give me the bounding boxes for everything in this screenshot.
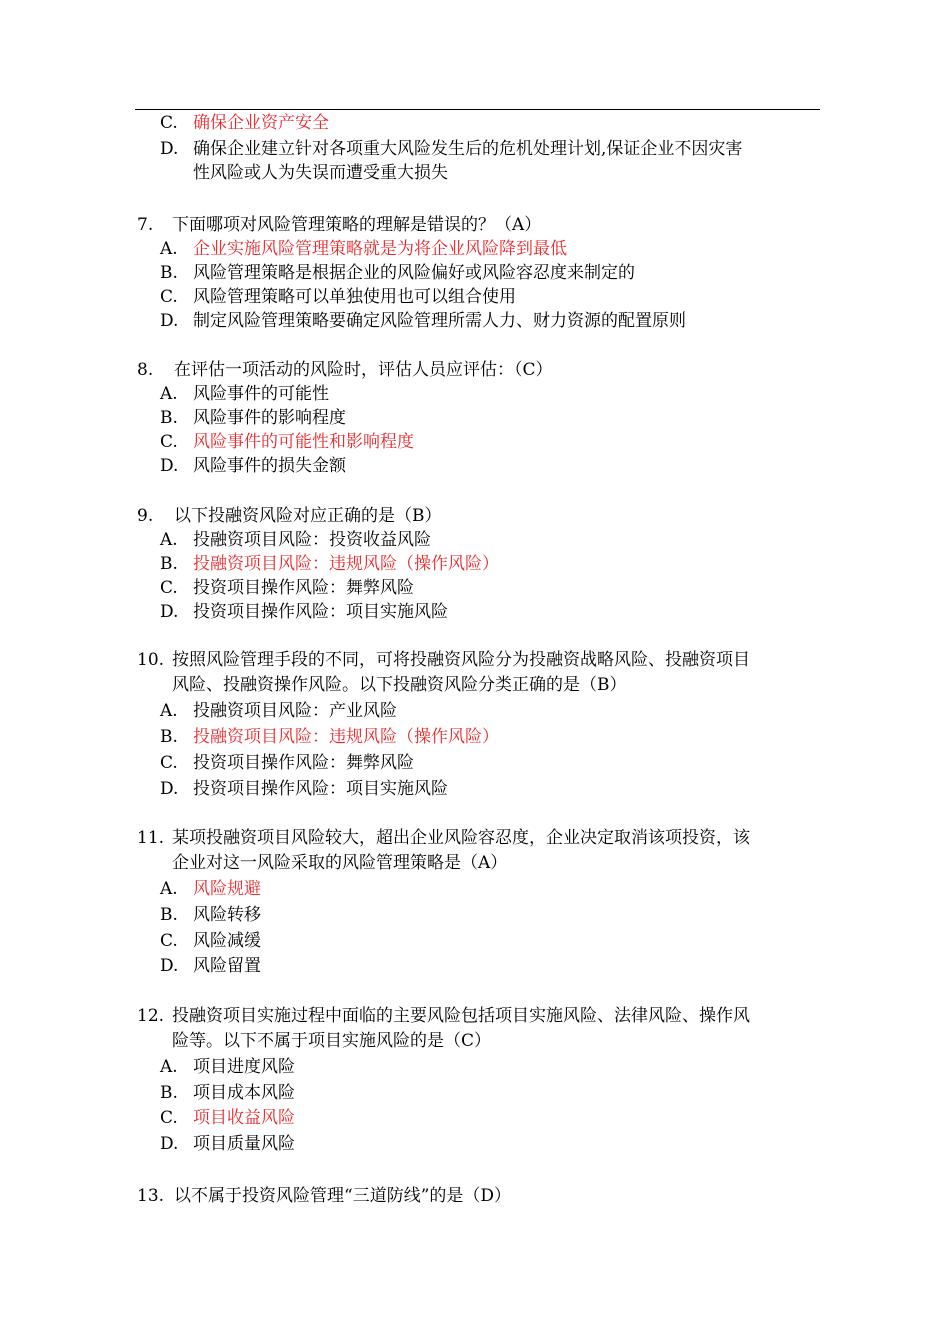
option-text: 投资项目操作风险：项目实施风险 xyxy=(193,602,448,622)
option-text: 风险转移 xyxy=(193,905,261,925)
option-text: 确保企业建立针对各项重大风险发生后的危机处理计划,保证企业不因灾害 xyxy=(193,139,743,159)
option-letter: D. xyxy=(160,139,179,159)
question-stem: 风险、投融资操作风险。以下投融资风险分类正确的是（B） xyxy=(172,675,627,695)
option-text: 风险留置 xyxy=(193,956,261,976)
option-text: 性风险或人为失误而遭受重大损失 xyxy=(193,163,448,183)
option-text-correct: 风险事件的可能性和影响程度 xyxy=(193,432,414,452)
question-number: 10. xyxy=(137,650,165,670)
option-letter: C. xyxy=(160,1108,178,1128)
question-number: 11. xyxy=(137,828,165,848)
option-text: 风险减缓 xyxy=(193,931,261,951)
option-text: 风险管理策略可以单独使用也可以组合使用 xyxy=(193,287,516,307)
question-stem: 险等。以下不属于项目实施风险的是（C） xyxy=(172,1031,492,1051)
option-text: 风险管理策略是根据企业的风险偏好或风险容忍度来制定的 xyxy=(193,263,635,283)
option-letter: A. xyxy=(160,1057,178,1077)
option-text: 风险事件的影响程度 xyxy=(193,408,346,428)
question-stem: 在评估一项活动的风险时，评估人员应评估：（C） xyxy=(174,360,553,380)
question-stem: 投融资项目实施过程中面临的主要风险包括项目实施风险、法律风险、操作风 xyxy=(172,1006,750,1026)
option-letter: A. xyxy=(160,879,178,899)
option-letter: C. xyxy=(160,287,178,307)
option-letter: A. xyxy=(160,384,178,404)
option-letter: C. xyxy=(160,753,178,773)
option-text: 项目成本风险 xyxy=(193,1083,295,1103)
question-stem: 以下投融资风险对应正确的是（B） xyxy=(174,506,442,526)
option-letter: A. xyxy=(160,530,178,550)
option-letter: C. xyxy=(160,432,178,452)
option-letter: B. xyxy=(160,263,178,283)
option-text: 投资项目操作风险：舞弊风险 xyxy=(193,578,414,598)
question-number: 12. xyxy=(137,1006,165,1026)
question-stem: 某项投融资项目风险较大，超出企业风险容忍度，企业决定取消该项投资，该 xyxy=(172,828,750,848)
option-text-correct: 企业实施风险管理策略就是为将企业风险降到最低 xyxy=(193,239,567,259)
option-text-correct: 投融资项目风险：违规风险（操作风险） xyxy=(193,727,499,747)
question-stem: 以不属于投资风险管理“三道防线”的是（D） xyxy=(174,1186,512,1206)
option-letter: D. xyxy=(160,311,179,331)
option-letter: D. xyxy=(160,956,179,976)
question-number: 8. xyxy=(137,360,154,380)
option-text-correct: 投融资项目风险：违规风险（操作风险） xyxy=(193,554,499,574)
option-letter: D. xyxy=(160,602,179,622)
option-letter: D. xyxy=(160,779,179,799)
option-text-correct: 风险规避 xyxy=(193,879,261,899)
option-text-correct: 项目收益风险 xyxy=(193,1108,295,1128)
question-number: 7. xyxy=(137,215,154,235)
question-number: 13. xyxy=(137,1186,165,1206)
option-text: 投资项目操作风险：项目实施风险 xyxy=(193,779,448,799)
option-letter: A. xyxy=(160,239,178,259)
option-letter: B. xyxy=(160,727,178,747)
option-letter: B. xyxy=(160,1083,178,1103)
option-letter: C. xyxy=(160,931,178,951)
option-text: 项目质量风险 xyxy=(193,1134,295,1154)
option-letter: A. xyxy=(160,701,178,721)
option-letter: D. xyxy=(160,1134,179,1154)
option-text: 项目进度风险 xyxy=(193,1057,295,1077)
option-letter: C. xyxy=(160,113,178,133)
option-text: 制定风险管理策略要确定风险管理所需人力、财力资源的配置原则 xyxy=(193,311,686,331)
option-letter: B. xyxy=(160,408,178,428)
question-number: 9. xyxy=(137,506,154,526)
option-text: 风险事件的损失金额 xyxy=(193,456,346,476)
question-stem: 按照风险管理手段的不同，可将投融资风险分为投融资战略风险、投融资项目 xyxy=(172,650,750,670)
option-text: 投融资项目风险：产业风险 xyxy=(193,701,397,721)
question-stem: 企业对这一风险采取的风险管理策略是（A） xyxy=(172,853,508,873)
option-letter: B. xyxy=(160,905,178,925)
option-letter: C. xyxy=(160,578,178,598)
option-text: 投资项目操作风险：舞弊风险 xyxy=(193,753,414,773)
option-text: 风险事件的可能性 xyxy=(193,384,329,404)
option-letter: D. xyxy=(160,456,179,476)
header-rule xyxy=(135,109,820,110)
question-stem: 下面哪项对风险管理策略的理解是错误的？（A） xyxy=(172,215,542,235)
option-text-correct: 确保企业资产安全 xyxy=(193,113,329,133)
option-text: 投融资项目风险：投资收益风险 xyxy=(193,530,431,550)
option-letter: B. xyxy=(160,554,178,574)
